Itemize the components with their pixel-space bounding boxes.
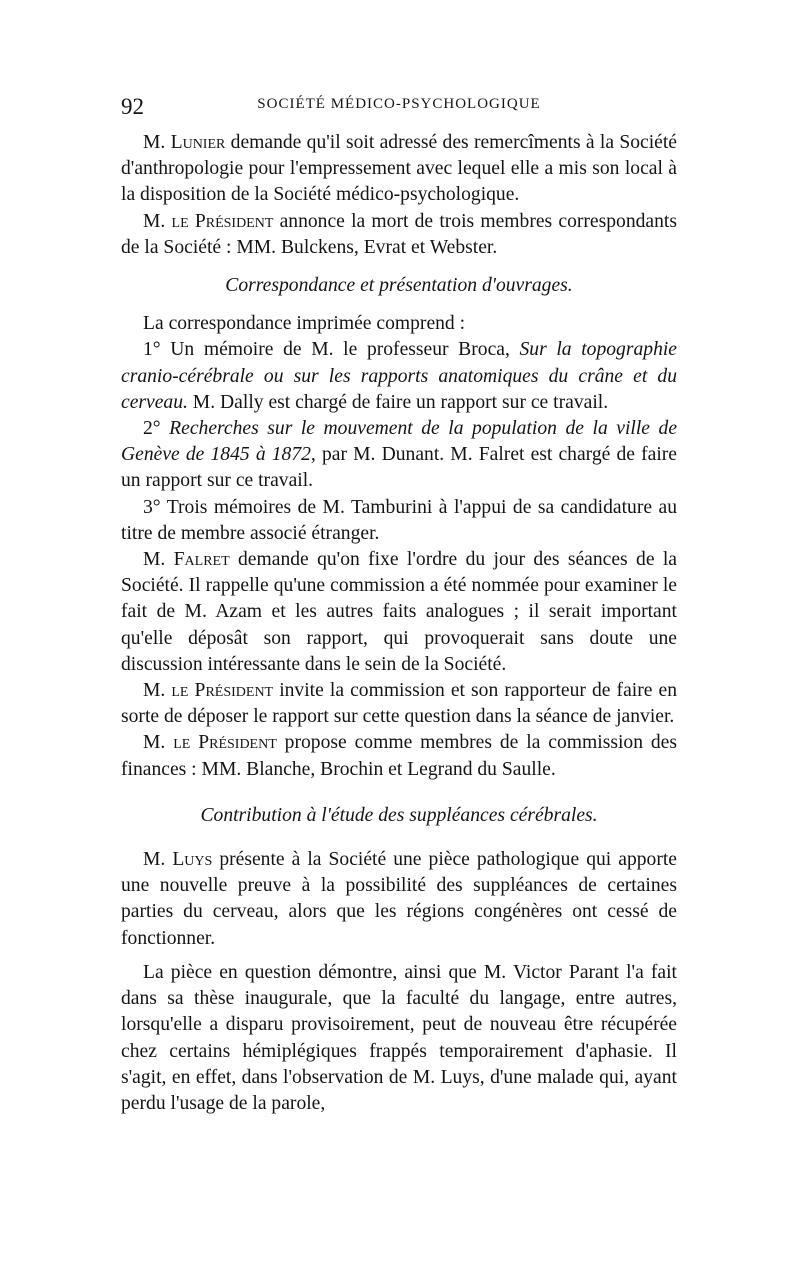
running-head: SOCIÉTÉ MÉDICO-PSYCHOLOGIQUE bbox=[257, 96, 541, 112]
text-run: 3° Trois mémoires de M. Tamburini à l'appui de sa candidature au titre de membre associé étranger. bbox=[121, 496, 677, 544]
paragraph-lunier bbox=[121, 130, 677, 209]
paragraph-president-mort bbox=[121, 209, 677, 261]
text-run: 1° Un mémoire de M. le professeur Broca, bbox=[143, 339, 520, 361]
paragraph-item-2 bbox=[121, 416, 677, 495]
paragraph-piece bbox=[121, 960, 677, 1117]
text-run: M. Dally est chargé de faire un rapport sur ce travail. bbox=[187, 391, 609, 413]
text-run: présente à la Société une pièce pathologique qui apporte une nouvelle preuve à la possibilité des suppléances de certaines parties du cerveau, alors que les régions congénères ont cessé de fonctionner. bbox=[121, 849, 677, 949]
paragraph-item-3 bbox=[121, 495, 677, 547]
italic-text: Recherches sur le mouvement de la population de la ville de Genève de 1845 à 1872, bbox=[121, 418, 678, 466]
paragraph-president-propose bbox=[121, 730, 677, 782]
body-text bbox=[121, 130, 677, 1117]
page-number: 92 bbox=[121, 94, 144, 119]
text-run: par M. Dunant. M. Falret est chargé de faire un rapport sur ce travail. bbox=[121, 444, 677, 492]
text-run: demande qu'il soit adressé des remercîments à la Société d'anthropologie pour l'empressement avec lequel elle a mis son local à la disposition de la Société médico-psychologique. bbox=[121, 132, 677, 206]
page-header bbox=[121, 94, 677, 122]
paragraph-luys bbox=[121, 847, 677, 952]
paragraph-president-invite bbox=[121, 678, 677, 730]
italic-text: Contribution à l'étude des suppléances cérébrales. bbox=[200, 804, 598, 826]
italic-text: Sur la topographie cranio-cérébrale ou sur les rapports anatomiques du crâne et du cerveau. bbox=[121, 339, 678, 413]
section-heading-heading-contribution bbox=[121, 803, 677, 829]
speaker-name: M. le Président bbox=[143, 680, 274, 702]
speaker-name: M. Luys bbox=[143, 849, 213, 871]
text-run: La correspondance imprimée comprend : bbox=[143, 313, 466, 335]
italic-text: Correspondance et présentation d'ouvrages. bbox=[225, 275, 573, 297]
speaker-name: M. le Président bbox=[143, 210, 274, 232]
speaker-name: M. Lunier bbox=[143, 132, 226, 153]
text-run: invite la commission et son rapporteur de faire en sorte de déposer le rapport sur cette question dans la séance de janvier. bbox=[121, 680, 678, 728]
paragraph-correspondance-intro bbox=[121, 311, 677, 337]
section-heading-heading-correspondance bbox=[121, 273, 677, 299]
paragraph-falret bbox=[121, 547, 677, 678]
text-run: La pièce en question démontre, ainsi que M. Victor Parant l'a fait dans sa thèse inaugurale, que la faculté du langage, entre autres, lorsqu'elle a disparu provisoirement, peut de nouveau être récupérée chez certains hémiplégiques frappés temporairement d'aphasie. Il s'agit, en effet, dans l'observation de M. Luys, d'une malade qui, ayant perdu l'usage de la parole, bbox=[121, 961, 677, 1114]
speaker-name: M. le Président bbox=[143, 732, 277, 754]
text-run: 2° bbox=[143, 418, 170, 440]
text-run: annonce la mort de trois membres correspondants de la Société : MM. Bulckens, Evrat et Webster. bbox=[121, 210, 677, 258]
speaker-name: M. Falret bbox=[143, 549, 230, 571]
paragraph-item-1 bbox=[121, 337, 677, 416]
text-run: demande qu'on fixe l'ordre du jour des séances de la Société. Il rappelle qu'une commission a été nommée pour examiner le fait de M. Azam et les autres faits analogues ; il serait important qu'elle déposât son rapport, qui provoquerait sans doute une discussion intéressante dans le sein de la Société. bbox=[121, 549, 677, 675]
text-run: propose comme membres de la commission des finances : MM. Blanche, Brochin et Legrand du Saulle. bbox=[121, 732, 678, 780]
